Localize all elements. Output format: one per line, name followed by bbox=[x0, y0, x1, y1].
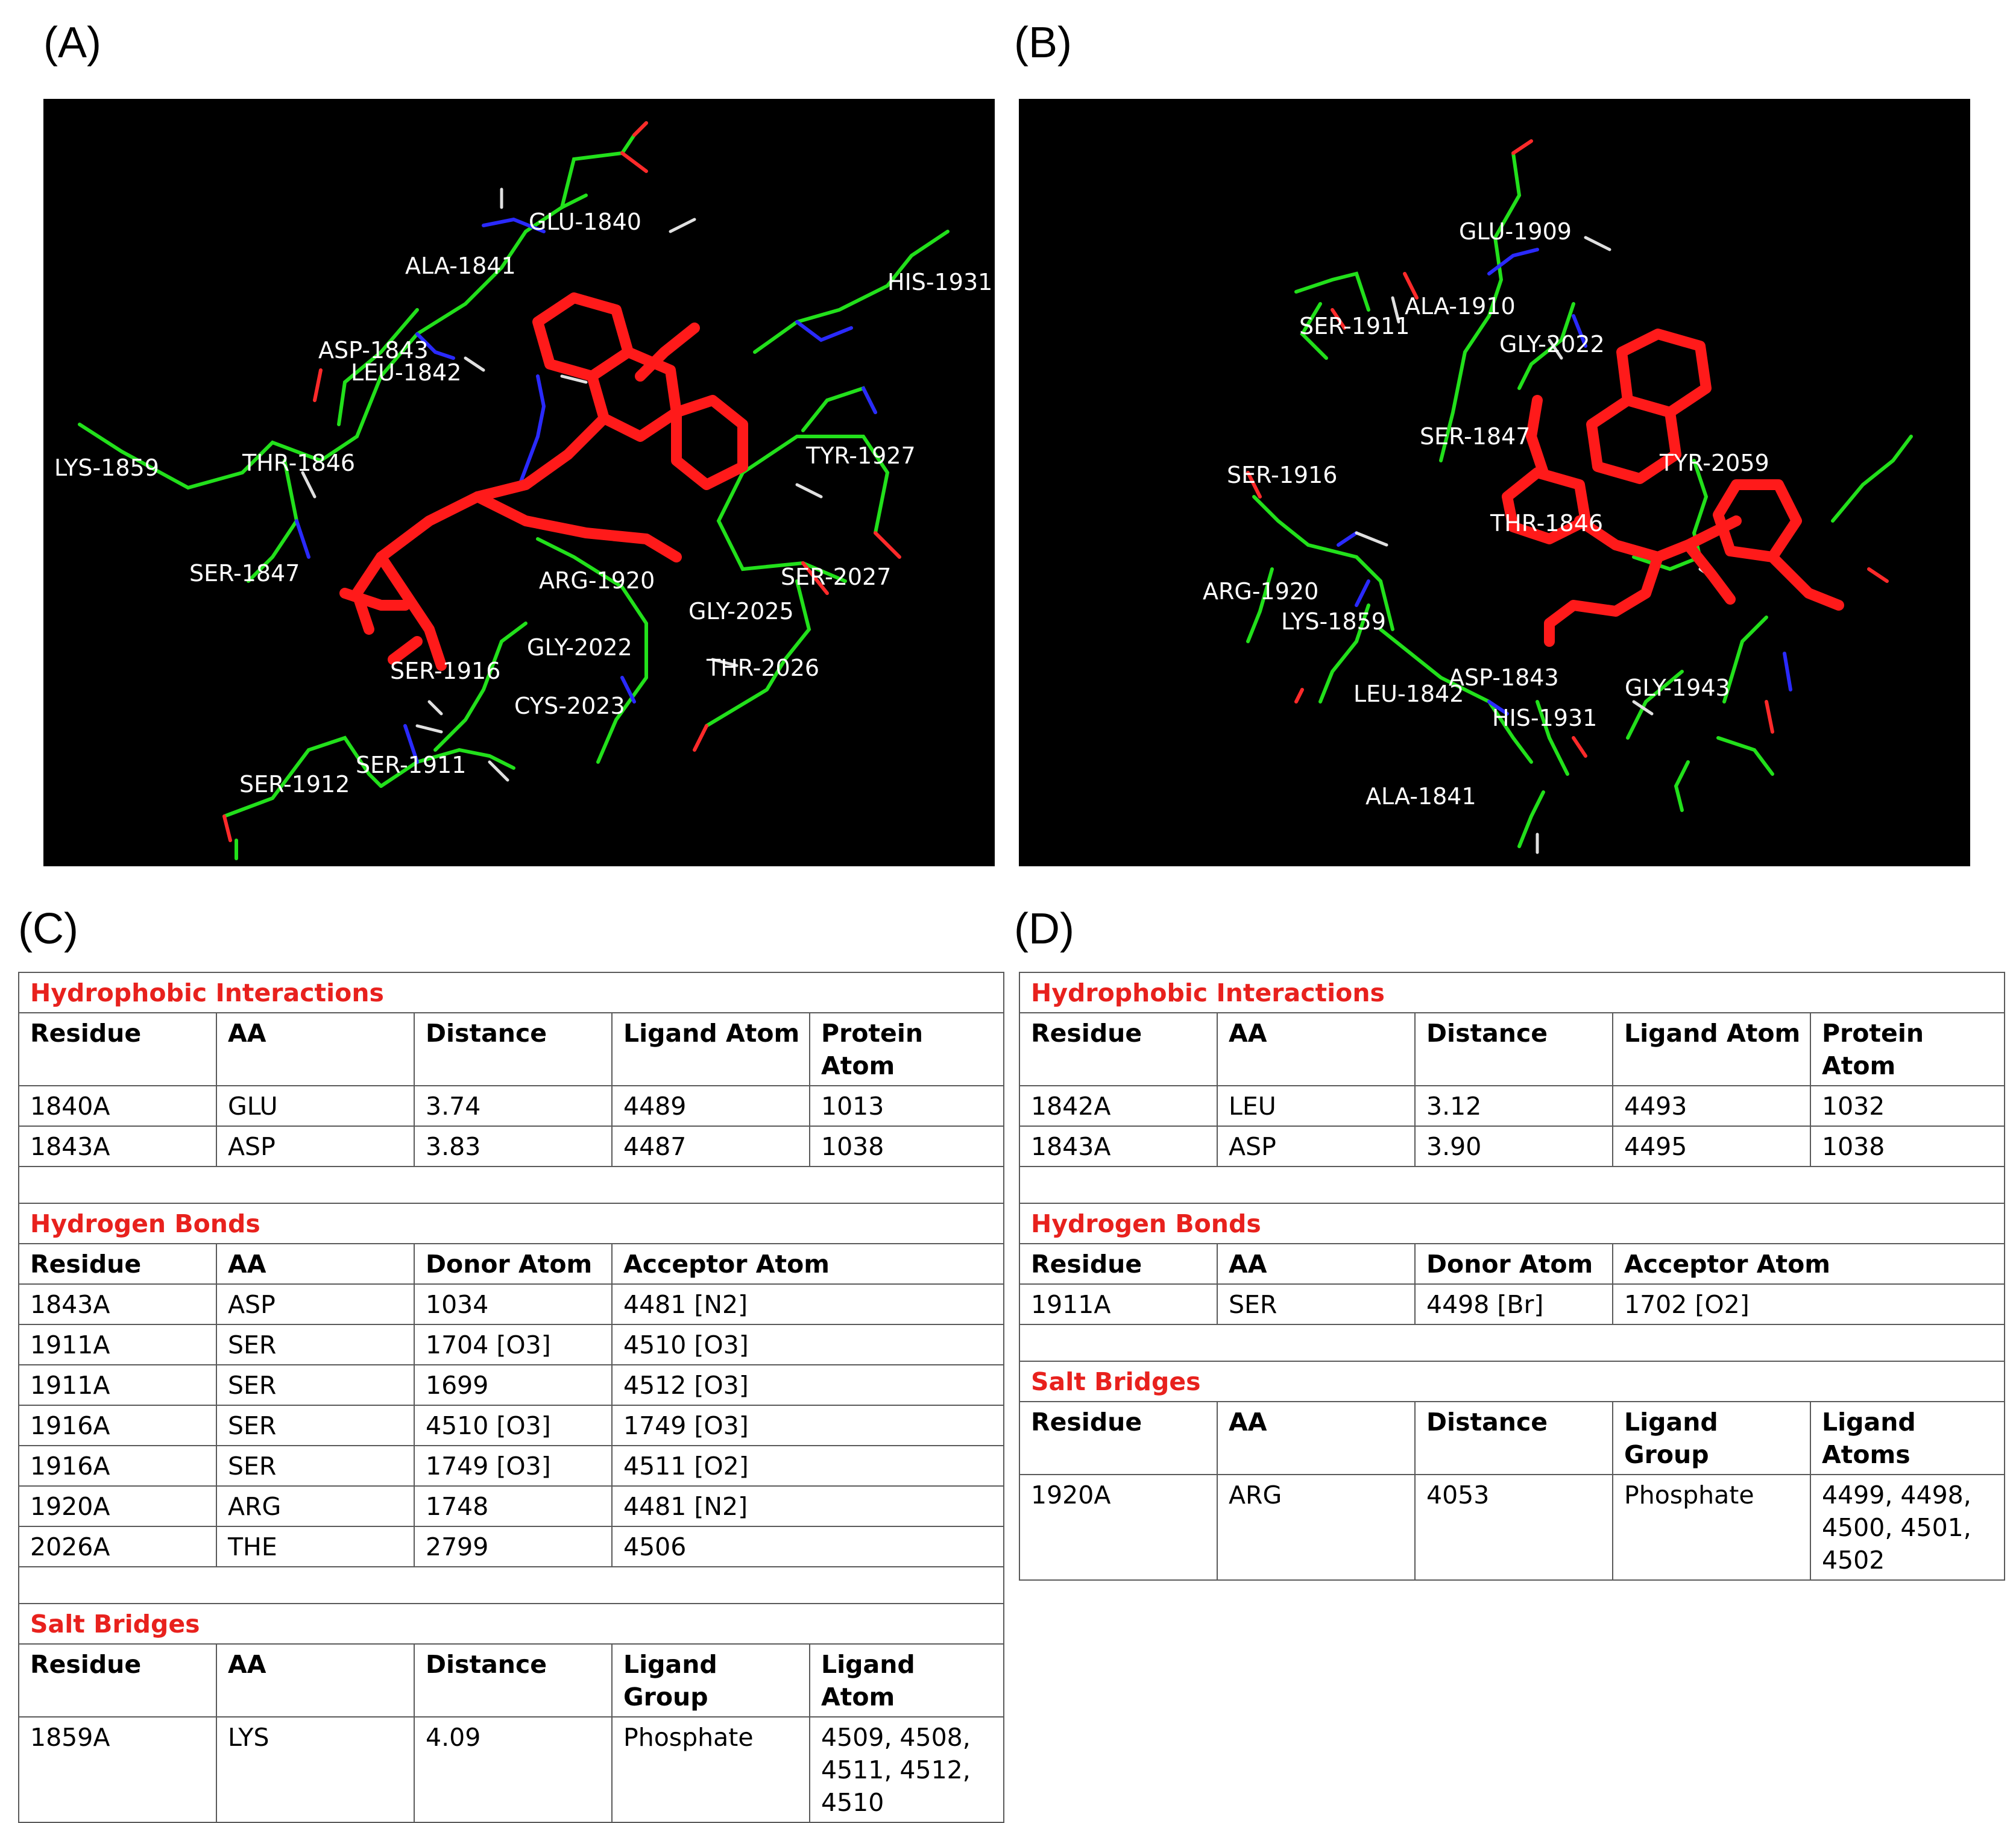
residue-label: SER-1911 bbox=[356, 752, 467, 778]
table-cell: 1843A bbox=[19, 1284, 216, 1324]
table-cell: 4506 bbox=[612, 1526, 1004, 1567]
table-cell: 1859A bbox=[19, 1717, 216, 1822]
table-row bbox=[19, 1086, 1004, 1126]
table-cell: 1916A bbox=[19, 1446, 216, 1486]
table-row bbox=[19, 1446, 1004, 1486]
section-heading-hydrophobic: Hydrophobic Interactions bbox=[1019, 972, 2005, 1013]
table-cell: 1920A bbox=[1019, 1475, 1217, 1580]
table-row bbox=[1019, 1475, 2005, 1580]
table-cell: SER bbox=[1217, 1284, 1415, 1324]
residue-label: ASP-1843 bbox=[1449, 664, 1559, 691]
table-cell: 3.74 bbox=[414, 1086, 612, 1126]
residue-label: ALA-1841 bbox=[1366, 783, 1476, 810]
panel-label-c: (C) bbox=[18, 905, 78, 953]
residue-label: LYS-1859 bbox=[1281, 608, 1386, 635]
section-heading-hbonds: Hydrogen Bonds bbox=[1019, 1203, 2005, 1244]
residue-label: ALA-1841 bbox=[405, 253, 516, 279]
column-header: Distance bbox=[1415, 1402, 1613, 1475]
table-header-row bbox=[19, 1013, 1004, 1086]
column-header: AA bbox=[216, 1644, 414, 1717]
table-cell: ASP bbox=[216, 1126, 414, 1167]
table-row bbox=[19, 1526, 1004, 1567]
table-cell: 4481 [N2] bbox=[612, 1486, 1004, 1526]
residue-label: CYS-2023 bbox=[514, 693, 625, 719]
column-header: Distance bbox=[414, 1013, 612, 1086]
column-header: Distance bbox=[1415, 1013, 1613, 1086]
table-cell: 1843A bbox=[1019, 1126, 1217, 1167]
column-header: Ligand Atom bbox=[810, 1644, 1004, 1717]
residue-label: SER-1847 bbox=[1420, 423, 1531, 450]
residue-label: GLY-2022 bbox=[527, 634, 632, 661]
table-cell: ARG bbox=[216, 1486, 414, 1526]
spacer-row bbox=[1019, 1167, 2005, 1203]
table-cell: 1699 bbox=[414, 1365, 612, 1405]
table-cell: 4489 bbox=[612, 1086, 810, 1126]
column-header: Donor Atom bbox=[414, 1244, 612, 1284]
residue-label: GLU-1909 bbox=[1459, 218, 1572, 245]
table-cell: SER bbox=[216, 1405, 414, 1446]
table-row bbox=[1019, 1126, 2005, 1167]
residue-label: SER-2027 bbox=[781, 564, 892, 590]
column-header: AA bbox=[1217, 1013, 1415, 1086]
residue-label: GLU-1840 bbox=[529, 209, 641, 235]
table-header-row bbox=[1019, 1402, 2005, 1475]
residue-label: TYR-1927 bbox=[806, 442, 916, 469]
table-cell: GLU bbox=[216, 1086, 414, 1126]
table-header-row bbox=[19, 1644, 1004, 1717]
table-header-row bbox=[19, 1244, 1004, 1284]
table-cell: 3.83 bbox=[414, 1126, 612, 1167]
table-cell: 1013 bbox=[810, 1086, 1004, 1126]
table-row bbox=[1019, 1284, 2005, 1324]
residue-label: ARG-1920 bbox=[539, 567, 655, 594]
table-cell: 1843A bbox=[19, 1126, 216, 1167]
residue-label: SER-1916 bbox=[390, 658, 501, 684]
table-cell: 1749 [O3] bbox=[414, 1446, 612, 1486]
residue-label: ARG-1920 bbox=[1203, 578, 1319, 605]
column-header: Ligand Atom bbox=[1613, 1013, 1810, 1086]
table-cell: Phosphate bbox=[1613, 1475, 1810, 1580]
table-cell: 4511 [O2] bbox=[612, 1446, 1004, 1486]
interaction-table-c bbox=[18, 972, 1004, 1823]
residue-label: ASP-1843 bbox=[318, 337, 429, 364]
table-cell: Phosphate bbox=[612, 1717, 810, 1822]
molecule-svg-a bbox=[43, 99, 995, 866]
residue-label: SER-1916 bbox=[1227, 462, 1338, 488]
table-cell: 1038 bbox=[810, 1126, 1004, 1167]
column-header: Residue bbox=[1019, 1013, 1217, 1086]
residue-label: GLY-2022 bbox=[1499, 331, 1605, 357]
spacer-row bbox=[19, 1567, 1004, 1604]
column-header: Ligand Group bbox=[1613, 1402, 1810, 1475]
column-header: Ligand Atoms bbox=[1810, 1402, 2005, 1475]
column-header: Residue bbox=[19, 1244, 216, 1284]
table-row bbox=[19, 1324, 1004, 1365]
molecule-svg-b bbox=[1019, 99, 1970, 866]
column-header: Residue bbox=[19, 1013, 216, 1086]
panel-label-a: (A) bbox=[43, 19, 101, 67]
column-header: Residue bbox=[1019, 1244, 1217, 1284]
table-cell: 1749 [O3] bbox=[612, 1405, 1004, 1446]
table-cell: 1916A bbox=[19, 1405, 216, 1446]
table-cell: 1032 bbox=[1810, 1086, 2005, 1126]
table-cell: SER bbox=[216, 1324, 414, 1365]
table-row bbox=[1019, 1086, 2005, 1126]
column-header: Donor Atom bbox=[1415, 1244, 1613, 1284]
table-cell: 1911A bbox=[19, 1365, 216, 1405]
table-cell: 1038 bbox=[1810, 1126, 2005, 1167]
interaction-table-d bbox=[1019, 972, 2005, 1581]
table-cell: 3.12 bbox=[1415, 1086, 1613, 1126]
section-heading-hbonds: Hydrogen Bonds bbox=[19, 1203, 1004, 1244]
residue-label: ALA-1910 bbox=[1405, 293, 1516, 320]
table-cell: 4487 bbox=[612, 1126, 810, 1167]
column-header: Residue bbox=[19, 1644, 216, 1717]
spacer-row bbox=[19, 1167, 1004, 1203]
column-header: Acceptor Atom bbox=[612, 1244, 1004, 1284]
table-cell: THE bbox=[216, 1526, 414, 1567]
column-header: Residue bbox=[1019, 1402, 1217, 1475]
table-row bbox=[19, 1486, 1004, 1526]
residue-label: SER-1911 bbox=[1299, 313, 1410, 339]
residue-label: LEU-1842 bbox=[351, 359, 462, 386]
table-header-row bbox=[1019, 1244, 2005, 1284]
table-row bbox=[19, 1284, 1004, 1324]
table-cell: 1034 bbox=[414, 1284, 612, 1324]
table-cell: 4498 [Br] bbox=[1415, 1284, 1613, 1324]
table-cell: 4510 [O3] bbox=[414, 1405, 612, 1446]
residue-label: LYS-1859 bbox=[54, 455, 159, 481]
column-header: Distance bbox=[414, 1644, 612, 1717]
molecule-view-b bbox=[1019, 99, 1970, 866]
table-cell: 4512 [O3] bbox=[612, 1365, 1004, 1405]
column-header: AA bbox=[216, 1013, 414, 1086]
residue-label: THR-2026 bbox=[707, 655, 820, 681]
column-header: AA bbox=[1217, 1402, 1415, 1475]
column-header: AA bbox=[216, 1244, 414, 1284]
table-cell: 4495 bbox=[1613, 1126, 1810, 1167]
residue-label: HIS-1931 bbox=[1492, 705, 1598, 731]
panel-label-d: (D) bbox=[1014, 905, 1074, 953]
molecule-view-a bbox=[43, 99, 995, 866]
section-heading-salt-bridges: Salt Bridges bbox=[1019, 1361, 2005, 1402]
table-cell: SER bbox=[216, 1446, 414, 1486]
section-heading-hydrophobic: Hydrophobic Interactions bbox=[19, 972, 1004, 1013]
section-heading-salt-bridges: Salt Bridges bbox=[19, 1604, 1004, 1644]
table-cell: 1748 bbox=[414, 1486, 612, 1526]
residue-label: SER-1847 bbox=[189, 560, 300, 587]
table-cell: 1704 [O3] bbox=[414, 1324, 612, 1365]
residue-label: TYR-2059 bbox=[1660, 450, 1769, 476]
column-header: AA bbox=[1217, 1244, 1415, 1284]
table-cell: ASP bbox=[1217, 1126, 1415, 1167]
table-cell: 4509, 4508, 4511, 4512, 4510 bbox=[810, 1717, 1004, 1822]
table-cell: 1842A bbox=[1019, 1086, 1217, 1126]
table-cell: 1920A bbox=[19, 1486, 216, 1526]
table-row bbox=[19, 1405, 1004, 1446]
table-cell: 1840A bbox=[19, 1086, 216, 1126]
column-header: Protein Atom bbox=[1810, 1013, 2005, 1086]
residue-label: GLY-2025 bbox=[688, 598, 794, 625]
residue-label: THR-1846 bbox=[1490, 510, 1604, 537]
residue-label: SER-1912 bbox=[239, 771, 350, 798]
table-cell: 1911A bbox=[1019, 1284, 1217, 1324]
table-cell: 4.09 bbox=[414, 1717, 612, 1822]
residue-label: HIS-1931 bbox=[887, 269, 993, 295]
table-cell: ARG bbox=[1217, 1475, 1415, 1580]
table-row bbox=[19, 1717, 1004, 1822]
panel-label-b: (B) bbox=[1014, 19, 1072, 67]
table-cell: LYS bbox=[216, 1717, 414, 1822]
table-cell: 1911A bbox=[19, 1324, 216, 1365]
table-row bbox=[19, 1126, 1004, 1167]
spacer-row bbox=[1019, 1324, 2005, 1361]
residue-label: GLY-1943 bbox=[1625, 675, 1730, 701]
column-header: Acceptor Atom bbox=[1613, 1244, 2005, 1284]
table-cell: 4053 bbox=[1415, 1475, 1613, 1580]
table-row bbox=[19, 1365, 1004, 1405]
column-header: Ligand Atom bbox=[612, 1013, 810, 1086]
table-cell: 4510 [O3] bbox=[612, 1324, 1004, 1365]
column-header: Protein Atom bbox=[810, 1013, 1004, 1086]
table-cell: ASP bbox=[216, 1284, 414, 1324]
residue-label: THR-1846 bbox=[242, 450, 356, 476]
table-cell: 1702 [O2] bbox=[1613, 1284, 2005, 1324]
table-cell: SER bbox=[216, 1365, 414, 1405]
table-cell: 4493 bbox=[1613, 1086, 1810, 1126]
table-cell: 2799 bbox=[414, 1526, 612, 1567]
table-cell: LEU bbox=[1217, 1086, 1415, 1126]
table-cell: 4481 [N2] bbox=[612, 1284, 1004, 1324]
column-header: Ligand Group bbox=[612, 1644, 810, 1717]
table-cell: 4499, 4498, 4500, 4501, 4502 bbox=[1810, 1475, 2005, 1580]
residue-label: LEU-1842 bbox=[1353, 681, 1464, 707]
table-cell: 3.90 bbox=[1415, 1126, 1613, 1167]
table-cell: 2026A bbox=[19, 1526, 216, 1567]
table-header-row bbox=[1019, 1013, 2005, 1086]
